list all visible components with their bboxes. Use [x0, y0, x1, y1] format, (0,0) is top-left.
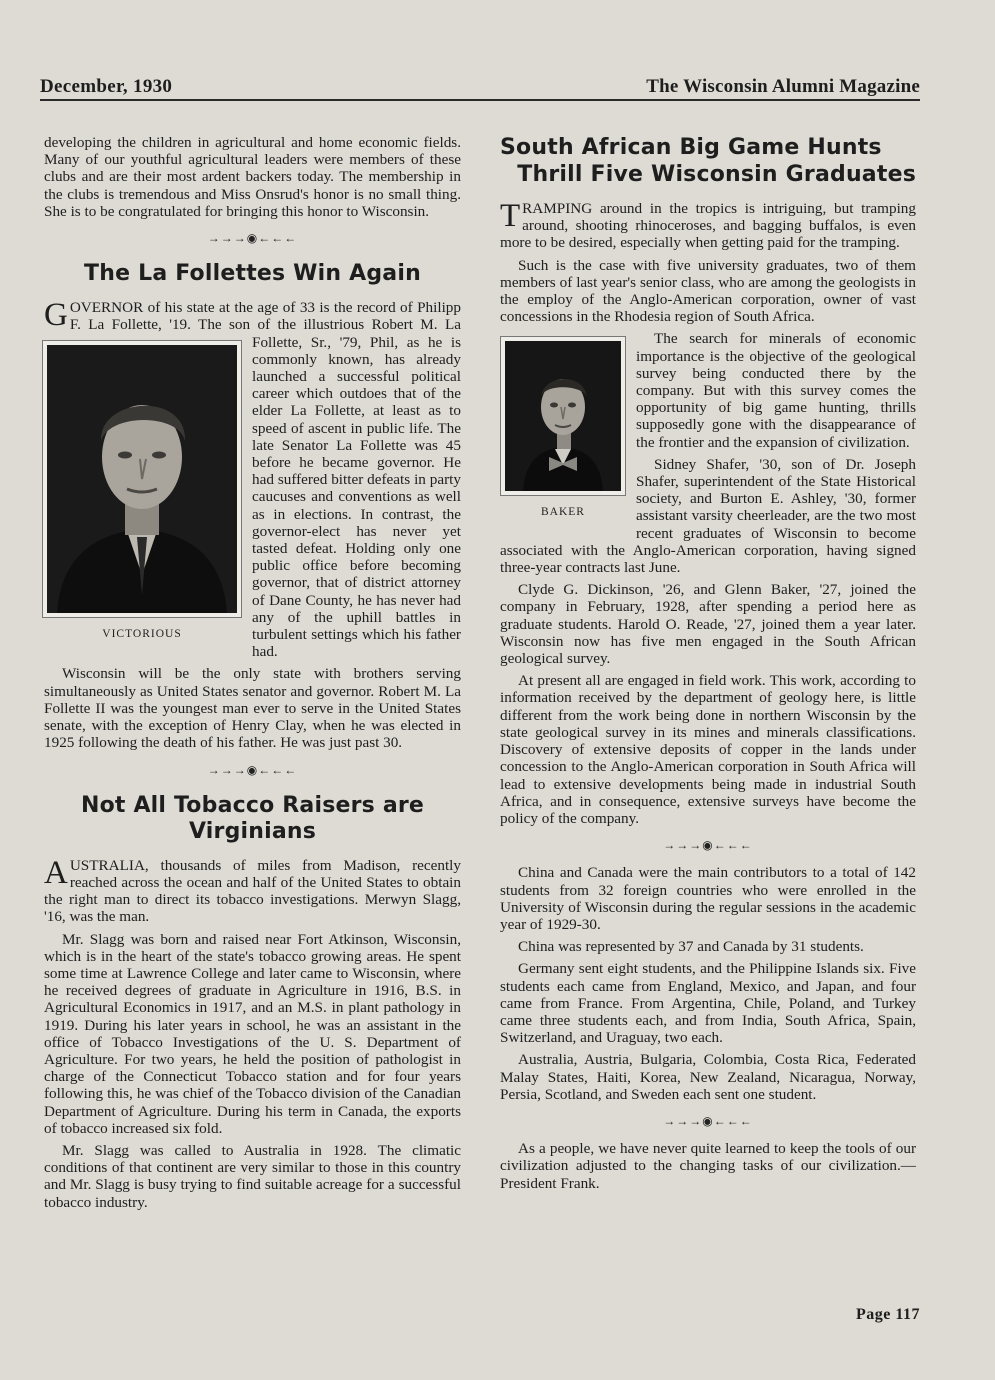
students-paragraph-1: China and Canada were the main contributors to a total of 142 students from 32 foreign countries who were enrolled in the University of Wisconsin during the regular sessions in the academic year of 1929-30. [500, 864, 916, 933]
lafollette-p1-text-rest: commonly known, has already launched a successful political career which outdoes that of the elder La Follette, at least as to speed of ascent in public life. The late Senator La Follette was 45 before he became governor. He had suffered bitter defeats in party caucuses and conventions as well as in elections. In contrast, the governor-elect has never yet tasted defeat. Holding only one public office before becoming governor, that of district attorney of Dane County, he has never had any of the uphill battles in turbulent settings which his father had. [252, 350, 461, 661]
safari-paragraph-3: The search for minerals of economic importance is the objective of the geological survey being conducted there by the company. But with this survey comes the opportunity of big game hunting, thrills supposedly gone with the disappearance of the frontier and the expansion of civilization. [636, 330, 916, 451]
lafollette-portrait-photo [47, 345, 237, 613]
lafollette-dropcap: G [44, 297, 68, 334]
lafollette-p1-text-start: OVERNOR of his state at the age of 33 is the record of Philipp F. La Follette, '19. The son of the illustrious Robert M. La Follette, Sr., '79, Phil, as he is [69, 299, 461, 351]
tobacco-paragraph-2: Mr. Slagg was born and raised near Fort Atkinson, Wisconsin, which is in the heart of the state's tobacco growing areas. He spent some time at Lawrence College and later came to Wisconsin, where he received degrees of graduate in Agriculture in 1916, B.S. in Agricultural Economics in 1917, and an M.S. in plant pathology in 1919. During his later years in school, he was an assistant in the office of Tobacco Investigations of the U. S. Department of Agriculture. For two years, he held the position of pathologist in charge of the Connecticut Tobacco station and for four years following this, he was chief of the Tobacco division of the Canadian Department of Agriculture. During his term in Canada, the exports of tobacco increased six fold. [44, 930, 461, 1137]
lafollette-photo-caption: VICTORIOUS [102, 627, 182, 640]
magazine-title: The Wisconsin Alumni Magazine [646, 76, 920, 97]
safari-dropcap: T [500, 198, 521, 234]
tobacco-dropcap: A [44, 854, 68, 891]
safari-p1-text: RAMPING around in the tropics is intriguing, but tramping around, shooting rhinoceroses, and bagging buffalos, is even more to be desired, especially when getting paid for the tramping. [500, 200, 916, 252]
header-rule [40, 99, 920, 101]
safari-headline [500, 134, 916, 188]
lafollette-paragraph-2: Wisconsin will be the only state with brothers serving simultaneously as United States senator and governor. Robert M. La Follette II was the youngest man ever to serve in the United States senate, with the exception of Henry Clay, when he was elected in 1925 following the death of his father. He was just past 30. [44, 665, 461, 752]
safari-paragraph-5: Clyde G. Dickinson, '26, and Glenn Baker, '27, joined the company in February, 1928, after spending a period here as graduate students. Harold O. Reade, '27, joined them a year later. Wisconsin now has five men engaged in the South African geological survey. [500, 581, 916, 668]
right-column [500, 134, 916, 1197]
section-ornament: →→→◉←←← [663, 838, 753, 853]
safari-headline-line-2: Thrill Five Wisconsin Graduates [517, 162, 916, 187]
baker-portrait-illustration [505, 341, 621, 491]
baker-photo-block [500, 336, 626, 521]
section-ornament: →→→◉←←← [207, 231, 298, 246]
tobacco-paragraph-3: Mr. Slagg was called to Australia in 1928. The climatic conditions of that continent are very similar to those in this country and Mr. Slagg is busy trying to find suitable acreage for a successful tobacco industry. [44, 1141, 461, 1211]
safari-paragraph-1 [500, 200, 916, 252]
tobacco-headline: Not All Tobacco Raisers are Virginians [80, 792, 425, 844]
left-column [44, 134, 461, 1216]
page-number: Page 117 [856, 1306, 920, 1323]
safari-paragraph-2: Such is the case with five university graduates, two of them members of last year's senior class, who are among the geologists in the employ of the Anglo-American corporation, owner of vast concessions in the Rhodesia region of South Africa. [500, 256, 916, 326]
safari-headline-line-1: South African Big Game Hunts [500, 135, 882, 160]
baker-photo-frame [500, 336, 626, 496]
lafollette-photo-frame [42, 340, 242, 618]
students-paragraph-3: Germany sent eight students, and the Philippine Islands six. Five students each came from England, Mexico, and Japan, and four came from France. From Argentina, Chile, Poland, and Turkey came three students each, and from India, South Africa, Spain, Switzerland, and Uraguay, two each. [500, 960, 916, 1047]
lafollette-photo-block [42, 340, 242, 643]
baker-photo-caption: BAKER [541, 506, 585, 519]
section-ornament: →→→◉←←← [207, 762, 298, 777]
safari-paragraph-4: Sidney Shafer, '30, son of Dr. Joseph Shafer, superintendent of the State Historical society, and Burton E. Ashley, '30, former assistant varsity cheerleader, are the two most recent graduates of Wisconsin to become associated with the Anglo-American corporation, having signed three-year contracts last June. [500, 455, 916, 577]
tobacco-paragraph-1 [44, 854, 461, 926]
tobacco-p1-text: USTRALIA, thousands of miles from Madison, recently reached across the ocean and half of the United States to obtain the right man to direct its tobacco investigations. Merwyn Slagg, '16, was the man. [44, 856, 461, 926]
safari-paragraph-6: At present all are engaged in field work. This work, according to information received by the department of geology here, is little different from the work being done in northern Wisconsin by the state geological survey in its mines and minerals classifications. Discovery of extensive deposits of copper in the lands under concession to the Anglo-American corporation in South Africa will lead to extensive developments being made in industrial South Africa, and in consequence, extensive surveys have become the policy of the company. [500, 672, 916, 827]
students-paragraph-2: China was represented by 37 and Canada by 31 students. [518, 938, 864, 956]
lafollette-portrait-illustration [47, 345, 237, 613]
students-paragraph-4: Australia, Austria, Bulgaria, Colombia, Costa Rica, Federated Malay States, Haiti, Korea, New Zealand, Nicaragua, Norway, Persia, Scotland, and Sweden each sent one student. [500, 1051, 916, 1103]
quote-paragraph: As a people, we have never quite learned to keep the tools of our civilization adjusted to the changing tasks of our civilization.—President Frank. [500, 1140, 916, 1192]
lafollette-p1-text [70, 299, 461, 660]
issue-date: December, 1930 [40, 76, 173, 97]
intro-paragraph: developing the children in agricultural and home economic fields. Many of our youthful agricultural leaders were members of these clubs and are their most ardent backers today. The membership in the clubs is tremendous and Miss Onsrud's honor is no small thing. She is to be congratulated for bringing this honor to Wisconsin. [44, 134, 461, 220]
lafollette-paragraph-1 [44, 299, 461, 660]
section-ornament: →→→◉←←← [663, 1113, 753, 1128]
baker-portrait-photo [505, 341, 621, 491]
lafollette-headline: The La Follettes Win Again [84, 261, 421, 287]
